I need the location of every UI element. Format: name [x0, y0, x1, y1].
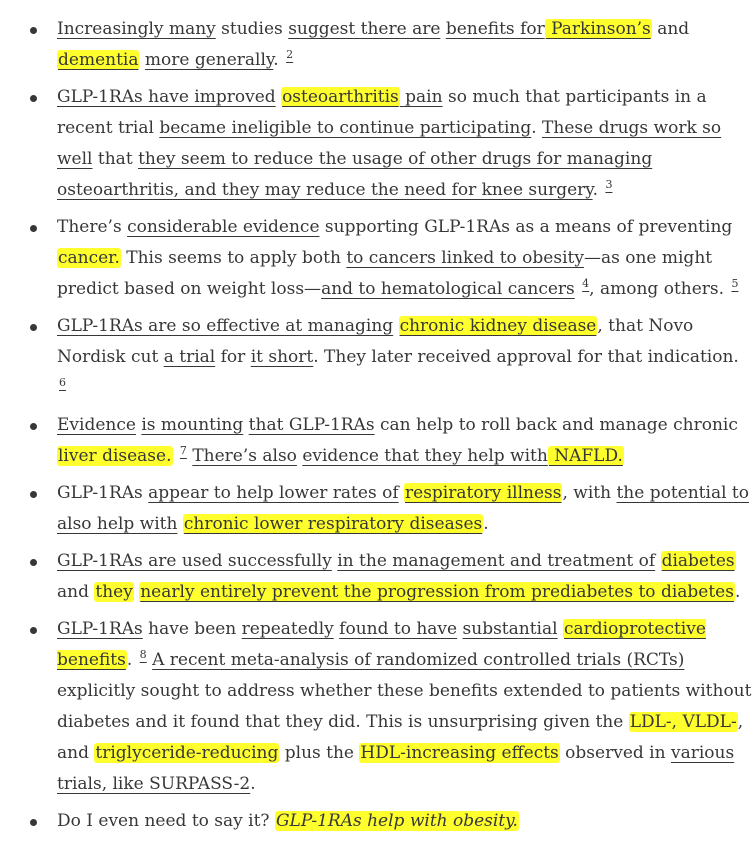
inline-link[interactable]: substantial: [462, 619, 558, 639]
highlight: LDL-, VLDL-: [629, 712, 737, 732]
bullet-icon: [30, 225, 37, 232]
text-run: [393, 316, 398, 336]
text-run: This seems to apply both: [120, 248, 347, 268]
benefits-list: [0, 14, 756, 843]
inline-link[interactable]: to cancers linked to obesity: [346, 248, 584, 268]
inline-link[interactable]: GLP-1RAs: [57, 619, 143, 639]
list-item: [0, 410, 756, 472]
text-run: .: [273, 50, 285, 70]
text-run: so much that participants in a recent trial: [57, 87, 707, 138]
inline-link[interactable]: chronic lower respiratory diseases: [183, 514, 483, 534]
inline-link[interactable]: a trial: [163, 347, 216, 367]
text-run: . They later received approval for that indication.: [313, 347, 739, 367]
inline-link[interactable]: evidence that they help with: [302, 446, 548, 466]
text-run: that: [92, 149, 139, 169]
text-run: [173, 446, 178, 466]
footnote-link[interactable]: 5: [731, 277, 739, 290]
text-run: for: [215, 347, 251, 367]
item-text: [57, 217, 738, 299]
footnote-link[interactable]: 6: [59, 376, 66, 389]
list-item: [0, 614, 756, 800]
inline-link[interactable]: considerable evidence: [127, 217, 320, 237]
highlight: cancer.: [58, 248, 120, 268]
list-item: [0, 311, 756, 404]
text-run: .: [531, 118, 543, 138]
list-item: [0, 82, 756, 206]
text-run: and: [57, 582, 95, 602]
inline-link[interactable]: diabetes: [661, 551, 735, 571]
inline-link[interactable]: These drugs work so well: [57, 118, 722, 169]
text-run: There’s: [57, 217, 128, 237]
text-run: [575, 279, 580, 299]
inline-link[interactable]: in the management and treatment of: [337, 551, 656, 571]
inline-link[interactable]: more generally: [144, 50, 274, 70]
inline-link[interactable]: NAFLD.: [548, 446, 623, 466]
inline-link[interactable]: they seem to reduce the usage of other drugs for managing osteoarthritis, and they may reduce the need for knee surgery: [57, 149, 653, 200]
inline-link[interactable]: osteoarthritis: [282, 87, 399, 107]
item-text: [57, 415, 738, 466]
text-run: .: [250, 774, 256, 794]
list-item: [0, 212, 756, 305]
inline-link[interactable]: GLP-1RAs are used successfully: [57, 551, 332, 571]
inline-link[interactable]: that GLP-1RAs: [248, 415, 375, 435]
list-item: [0, 546, 756, 608]
text-run: , with: [562, 483, 617, 503]
text-run: , among others.: [589, 279, 730, 299]
inline-link[interactable]: dementia: [58, 50, 139, 70]
text-run: .: [734, 582, 741, 602]
bullet-icon: [30, 559, 37, 566]
highlight: liver disease.: [58, 446, 172, 466]
text-run: and: [651, 19, 690, 39]
footnote-link[interactable]: 3: [605, 178, 613, 191]
inline-link[interactable]: is mounting: [141, 415, 244, 435]
inline-link[interactable]: benefits for: [445, 19, 545, 39]
text-run: .: [592, 180, 604, 200]
highlight: triglyceride-reducing: [95, 743, 279, 763]
inline-link[interactable]: There’s also: [192, 446, 297, 466]
bullet-icon: [30, 324, 37, 331]
inline-link[interactable]: suggest there are: [288, 19, 441, 39]
footnote-link[interactable]: 8: [139, 648, 147, 661]
text-run: , that Novo Nordisk cut: [57, 316, 694, 367]
text-run: Do I even need to say it?: [57, 811, 275, 831]
text-run: observed in: [559, 743, 671, 763]
inline-link[interactable]: various trials, like SURPASS-2: [57, 743, 735, 794]
bullet-icon: [30, 95, 37, 102]
inline-link[interactable]: GLP-1RAs are so effective at managing: [57, 316, 394, 336]
text-run: —as one might predict based on weight loss—: [57, 248, 713, 299]
bullet-icon: [30, 491, 37, 498]
highlight: they: [95, 582, 133, 602]
list-item: [0, 478, 756, 540]
inline-link[interactable]: cardioprotective benefits: [57, 619, 706, 670]
bullet-icon: [30, 819, 37, 826]
bullet-icon: [30, 627, 37, 634]
text-run: plus the: [279, 743, 360, 763]
text-run: .: [126, 650, 138, 670]
text-run: , and: [57, 712, 744, 763]
text-run: [655, 551, 660, 571]
inline-link[interactable]: found to have: [339, 619, 458, 639]
item-text: [57, 483, 749, 534]
inline-link[interactable]: GLP-1RAs have improved: [57, 87, 276, 107]
item-text: [57, 87, 721, 200]
item-text: [57, 619, 751, 794]
bullet-icon: [30, 27, 37, 34]
footnote-link[interactable]: 4: [582, 277, 590, 290]
list-item: [0, 806, 756, 837]
highlight: GLP-1RAs help with obesity.: [275, 811, 518, 831]
inline-link[interactable]: nearly entirely prevent the progression from prediabetes to diabetes: [140, 582, 734, 602]
inline-link[interactable]: Parkinson’s: [545, 19, 651, 39]
item-text: [57, 551, 740, 602]
text-run: supporting GLP-1RAs as a means of preventing: [319, 217, 733, 237]
inline-link[interactable]: Increasingly many: [57, 19, 216, 39]
bullet-icon: [30, 423, 37, 430]
text-run: GLP-1RAs: [57, 483, 149, 503]
inline-link[interactable]: Evidence: [57, 415, 136, 435]
text-run: have been: [142, 619, 242, 639]
inline-link[interactable]: chronic kidney disease: [399, 316, 597, 336]
inline-link[interactable]: became ineligible to continue participating: [159, 118, 532, 138]
inline-link[interactable]: pain: [399, 87, 443, 107]
item-text: [57, 811, 519, 831]
text-run: studies: [215, 19, 289, 39]
item-text: [57, 19, 689, 70]
inline-link[interactable]: it short: [250, 347, 314, 367]
inline-link[interactable]: respiratory illness: [405, 483, 562, 503]
footnote-link[interactable]: 7: [179, 444, 187, 457]
item-text: [57, 316, 739, 398]
text-run: explicitly sought to address whether these benefits extended to patients without diabetes and it found that they did. This is unsurprising given the: [57, 681, 752, 732]
text-run: .: [483, 514, 489, 534]
inline-link[interactable]: and to hematological cancers: [321, 279, 575, 299]
inline-link[interactable]: appear to help lower rates of: [148, 483, 399, 503]
inline-link[interactable]: the potential to also help with: [57, 483, 749, 534]
list-item: [0, 14, 756, 76]
inline-link[interactable]: repeatedly: [241, 619, 334, 639]
highlight: HDL-increasing effects: [360, 743, 559, 763]
footnote-link[interactable]: 2: [286, 48, 294, 61]
inline-link[interactable]: A recent meta-analysis of randomized controlled trials (RCTs): [152, 650, 685, 670]
text-run: can help to roll back and manage chronic: [374, 415, 738, 435]
